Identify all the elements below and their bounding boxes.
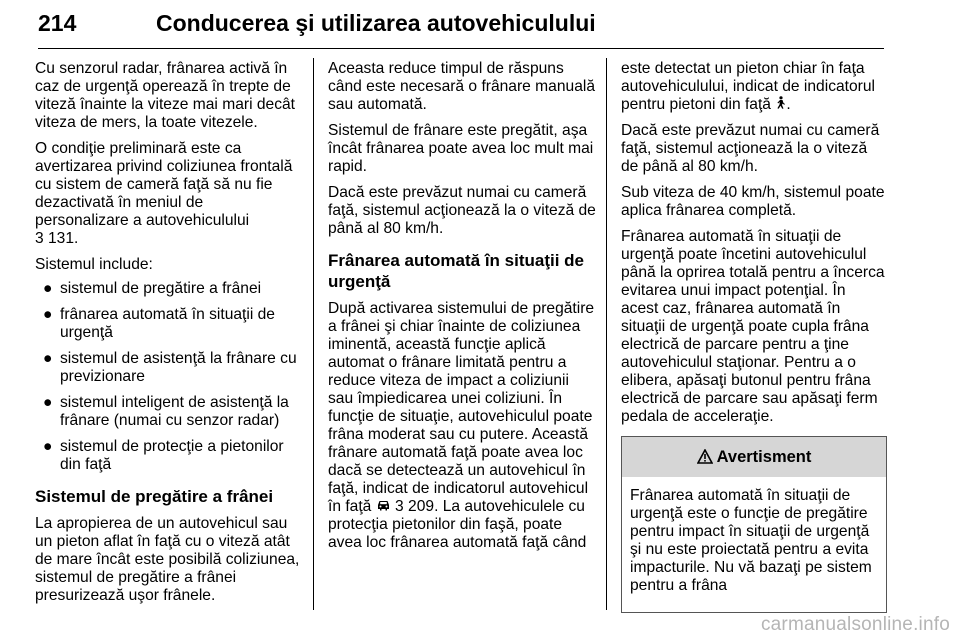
warning-body xyxy=(622,477,886,595)
warning-text: Frânarea automată în situaţii de urgenţă este o funcţie de pregătire pentru impact în situaţii de urgenţă şi nu este proiectată pentru a evita impacturile. Nu vă bazaţi pe sistem pentru a frâna xyxy=(630,487,872,594)
column-divider-1 xyxy=(313,58,314,610)
paragraph-full-stop: Frânarea automată în situaţii de urgenţă poate încetini autovehiculul până la oprirea totală pentru a încerca evitarea unui impact potenţial. În acest caz, frânarea automată în situaţii de urgenţă poate cupla frâna electrică de parcare pentru a ţine autovehiculul staţionar. Pentru a o elibera, apăsaţi butonul pentru frâna electrică de parcare sau apăsaţi ferm pedala de acceleraţie. xyxy=(621,228,885,425)
column-2 xyxy=(328,60,596,560)
page-header xyxy=(38,0,884,49)
bullet-icon: ● xyxy=(43,306,53,323)
page-number: 214 xyxy=(38,10,77,36)
paragraph-camera-speed: Dacă este prevăzut numai cu cameră faţă, sistemul acţionează la o viteză de până al 80 km/h. xyxy=(328,184,596,237)
page-reference-209[interactable]: 3 209. xyxy=(395,498,439,515)
vehicle-ahead-icon xyxy=(376,498,391,516)
bullet-icon: ● xyxy=(43,438,53,455)
warning-box xyxy=(621,436,887,613)
page-reference-131[interactable]: 3 131. xyxy=(35,230,79,247)
paragraph-radar: Cu senzorul radar, frânarea activă în caz de urgenţă operează în trepte de viteză înainte la viteze mai mari decât viteza de mers, la toate vitezele. xyxy=(35,60,296,131)
page-title: Conducerea şi utilizarea autovehiculului xyxy=(156,10,596,36)
section-heading-brake-prep: Sistemul de pregătire a frânei xyxy=(35,487,274,506)
watermark-logo: carmanualsonline.info xyxy=(760,614,950,635)
column-divider-2 xyxy=(606,58,607,610)
section-heading-emergency-braking: Frânarea automată în situaţii de urgenţă xyxy=(328,251,585,291)
paragraph-camera-speed-2: Dacă este prevăzut numai cu cameră faţă, sistemul acţionează la o viteză de până al 80 km/h. xyxy=(621,122,880,175)
paragraph-pedestrian: este detectat un pieton chiar în faţa autovehiculului, indicat de indicatorul pentru pietoni din faţă . xyxy=(621,60,875,113)
paragraph-brake-prep: La apropierea de un autovehicul sau un pieton aflat în faţă cu o viteză atât de mare încât este posibilă coliziunea, sistemul de pregătire a frânei presurizează uşor frânele. xyxy=(35,515,300,604)
warning-triangle-icon xyxy=(697,449,713,466)
list-intro: Sistemul include: xyxy=(35,256,153,273)
paragraph-emergency-braking: După activarea sistemului de pregătire a frânei şi chiar înainte de coliziunea iminentă, această funcţie aplică automat o frânare limitată pentru a reduce viteza de impact a coliziunii sau împiedicarea unei coliziuni. În funcţie de situaţie, autovehiculul poate frâna moderat sau cu putere. Această frânare automată faţă poate avea loc dacă se detectează un autovehicul în faţă, indicat de indicatorul autovehicul în faţă 3 209. La autovehiculele cu protecţia pietonilor din faşă, poate avea loc frânarea automată faţă când xyxy=(328,300,595,551)
pedestrian-icon xyxy=(775,96,786,114)
list-item: ● sistemul de pregătire a frânei xyxy=(43,280,262,297)
list-item: ● sistemul de protecţie a pietonilor din faţă xyxy=(43,438,284,473)
bullet-icon: ● xyxy=(43,280,53,297)
list-item: ● sistemul inteligent de asistenţă la frânare (numai cu senzor radar) xyxy=(43,394,289,429)
warning-title: Avertisment xyxy=(716,448,812,466)
paragraph-response-time: Aceasta reduce timpul de răspuns când este necesară o frânare manuală sau automată. xyxy=(328,60,595,113)
paragraph-precondition xyxy=(35,140,301,248)
column-3 xyxy=(621,60,887,613)
system-list xyxy=(35,280,301,474)
precondition-text: O condiţie preliminară este ca avertizarea privind coliziunea frontală cu sistem de cameră faţă să nu fie dezactivată în meniul de personalizare a autovehiculului xyxy=(35,140,293,229)
paragraph-brake-ready: Sistemul de frânare este pregătit, aşa încât frânarea poate avea loc mult mai rapid. xyxy=(328,122,594,175)
bullet-icon: ● xyxy=(43,350,53,367)
list-item: ● frânarea automată în situaţii de urgenţă xyxy=(43,306,275,341)
list-item: ● sistemul de asistenţă la frânare cu previzionare xyxy=(43,350,297,385)
bullet-icon: ● xyxy=(43,394,53,411)
warning-header xyxy=(622,437,886,477)
column-1 xyxy=(35,60,301,613)
paragraph-full-braking: Sub viteza de 40 km/h, sistemul poate aplica frânarea completă. xyxy=(621,184,885,219)
